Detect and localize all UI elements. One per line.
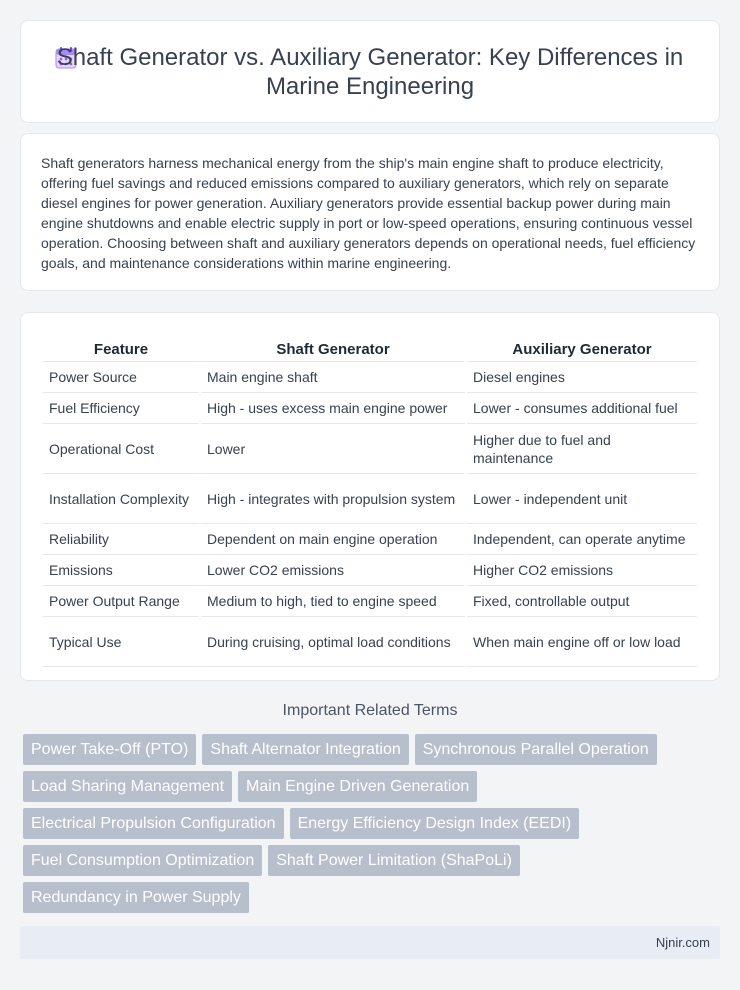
table-row [43,555,697,586]
footer [20,926,720,959]
table-cell: Power Output Range [43,586,199,617]
table-cell: Lower CO2 emissions [201,555,465,586]
table-row [43,424,697,474]
table-cell: Higher due to fuel and maintenance [467,424,697,474]
table-cell: Fuel Efficiency [43,393,199,424]
table-cell: Operational Cost [43,424,199,474]
intro-card [20,133,720,291]
table-cell: High - uses excess main engine power [201,393,465,424]
table-cell: Main engine shaft [201,362,465,393]
table-cell: Dependent on main engine operation [201,524,465,555]
page-title: Shaft Generator vs. Auxiliary Generator: Key Differences in Marine Engineering [56,44,684,100]
related-terms-title: Important Related Terms [282,702,458,719]
footer-brand[interactable]: Njnir.com [655,935,710,950]
related-term-tag[interactable]: Fuel Consumption Optimization [23,845,262,876]
table-cell: Independent, can operate anytime [467,524,697,555]
related-term-tag[interactable]: Energy Efficiency Design Index (EEDI) [290,808,580,839]
table-cell: Lower - independent unit [467,474,697,524]
header-card [20,20,720,123]
table-cell: Higher CO2 emissions [467,555,697,586]
related-term-tag[interactable]: Shaft Alternator Integration [202,734,408,765]
table-row [43,524,697,555]
table-cell: Typical Use [43,617,199,667]
related-term-tag[interactable]: Redundancy in Power Supply [23,882,249,913]
table-cell: Power Source [43,362,199,393]
related-term-tag[interactable]: Power Take-Off (PTO) [23,734,196,765]
related-term-tag[interactable]: Main Engine Driven Generation [238,771,477,802]
header-feature: Feature [43,333,199,362]
related-term-tag[interactable]: Shaft Power Limitation (ShaPoLi) [268,845,520,876]
table-row [43,474,697,524]
table-cell: Lower [201,424,465,474]
related-term-tag[interactable]: Synchronous Parallel Operation [415,734,657,765]
table-cell: During cruising, optimal load conditions [201,617,465,667]
table-cell: High - integrates with propulsion system [201,474,465,524]
table-row [43,362,697,393]
related-term-tag[interactable]: Electrical Propulsion Configuration [23,808,284,839]
header-shaft-generator: Shaft Generator [201,333,465,362]
related-term-tag[interactable]: Load Sharing Management [23,771,232,802]
table-cell: Diesel engines [467,362,697,393]
table-row [43,393,697,424]
table-row [43,617,697,667]
table-row [43,586,697,617]
comparison-table-card [20,312,720,681]
table-cell: Reliability [43,524,199,555]
header-auxiliary-generator: Auxiliary Generator [467,333,697,362]
table-cell: Fixed, controllable output [467,586,697,617]
table-cell: When main engine off or low load [467,617,697,667]
table-cell: Installation Complexity [43,474,199,524]
table-cell: Emissions [43,555,199,586]
intro-text: Shaft generators harness mechanical energy from the ship's main engine shaft to produce electricity, offering fuel savings and reduced emissions compared to auxiliary generators, which rely on separate diesel engines for power generation. Auxiliary generators provide essential backup power during main engine shutdowns and enable electric supply in port or low-speed operations, ensuring continuous vessel operation. Choosing between shaft and auxiliary generators depends on operational needs, fuel efficiency goals, and maintenance considerations within marine engineering. [41,155,696,271]
table-cell: Medium to high, tied to engine speed [201,586,465,617]
related-terms-list [23,734,723,919]
table-cell: Lower - consumes additional fuel [467,393,697,424]
comparison-table [41,333,699,667]
